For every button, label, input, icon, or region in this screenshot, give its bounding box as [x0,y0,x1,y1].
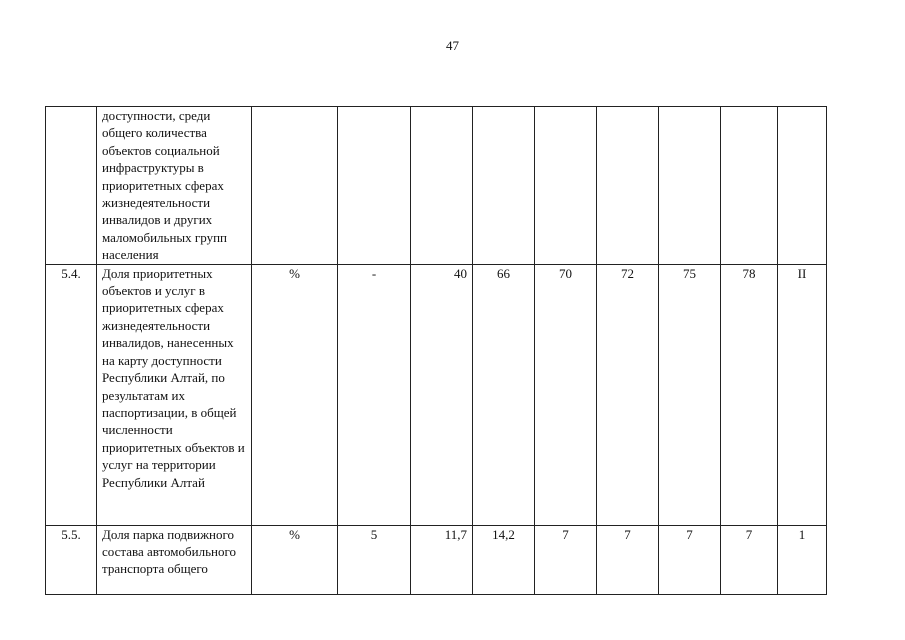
value-cell: 7 [535,525,597,594]
indicator-name-cell: Доля приоритетных объектов и услуг в приоритетных сферах жизнедеятельности инвалидов, нанесенных на карту доступности Республики Алтай, по результатам их паспортизации, в общей численности приоритетных объектов и услуг на территории Республики Алтай [97,264,252,525]
row-number-cell: 5.5. [46,525,97,594]
value-cell [411,107,473,265]
table-row [46,525,827,594]
note-cell: 1 [778,525,827,594]
value-cell: 72 [597,264,659,525]
unit-cell: % [252,264,338,525]
value-cell: 7 [721,525,778,594]
value-cell: 7 [659,525,721,594]
unit-cell [252,107,338,265]
row-number-cell [46,107,97,265]
value-cell: 11,7 [411,525,473,594]
indicator-name-cell: Доля парка подвижного состава автомобильного транспорта общего [97,525,252,594]
value-cell: 70 [535,264,597,525]
note-cell [778,107,827,265]
value-cell: 66 [473,264,535,525]
value-cell [535,107,597,265]
value-cell: 14,2 [473,525,535,594]
indicators-table [45,106,827,595]
note-cell: II [778,264,827,525]
page-number: 47 [446,38,459,53]
table-row [46,107,827,265]
base-value-cell [338,107,411,265]
base-value-cell: - [338,264,411,525]
value-cell: 40 [411,264,473,525]
row-number-cell: 5.4. [46,264,97,525]
table-row [46,264,827,525]
value-cell: 7 [597,525,659,594]
value-cell [597,107,659,265]
value-cell [721,107,778,265]
base-value-cell: 5 [338,525,411,594]
value-cell [473,107,535,265]
value-cell: 78 [721,264,778,525]
value-cell [659,107,721,265]
unit-cell: % [252,525,338,594]
indicator-name-cell: доступности, среди общего количества объектов социальной инфраструктуры в приоритетных сферах жизнедеятельности инвалидов и других маломобильных групп населения [97,107,252,265]
value-cell: 75 [659,264,721,525]
